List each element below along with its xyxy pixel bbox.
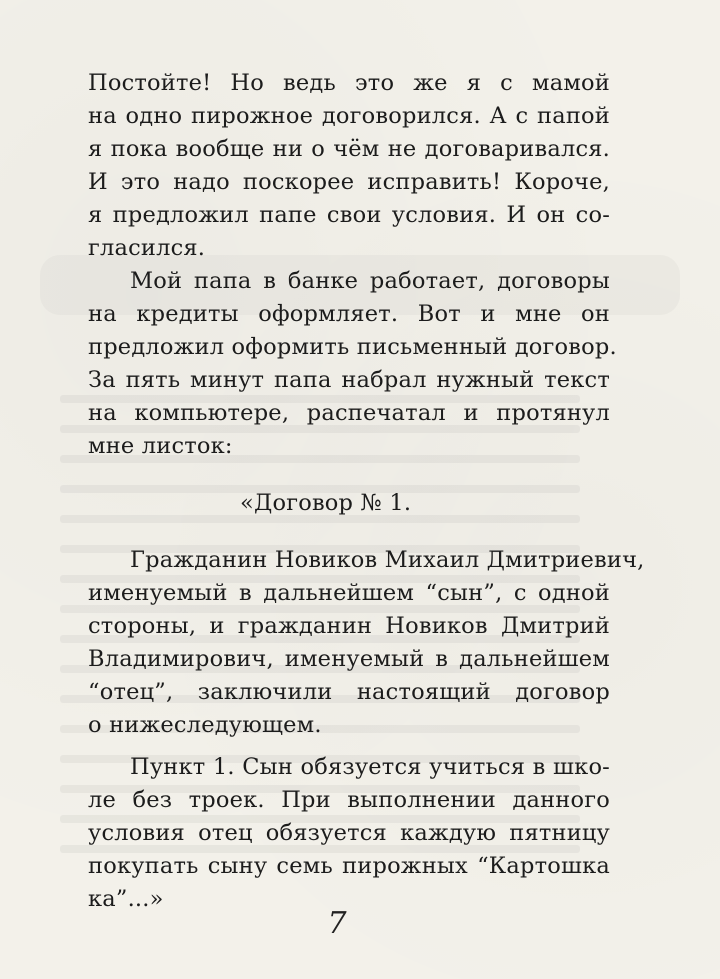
text-line-18: “отец”, заключили настоящий договор — [88, 679, 610, 705]
text-line-15: именуемый в дальнейшем “сын”, с одной — [88, 580, 610, 606]
text-line-22: условия отец обязуется каждую пятницу — [88, 820, 610, 846]
page-number: 7 — [327, 906, 347, 941]
text-line-11: на компьютере, распечатал и протянул — [88, 400, 610, 426]
text-line-9: предложил оформить письменный договор. — [88, 334, 617, 360]
text-line-4: И это надо поскорее исправить! Короче, — [88, 169, 610, 195]
text-line-10: За пять минут папа набрал нужный текст — [88, 367, 610, 393]
text-line-16: стороны, и гражданин Новиков Дмитрий — [88, 613, 610, 639]
text-line-24: ка”...» — [88, 886, 164, 912]
text-line-21: ле без троек. При выполнении данного — [88, 787, 610, 813]
text-line-8: на кредиты оформляет. Вот и мне он — [88, 301, 610, 327]
text-line-12: мне листок: — [88, 433, 233, 459]
text-line-23: покупать сыну семь пирожных “Картошка — [88, 853, 610, 879]
text-line-19: о нижеследующем. — [88, 712, 322, 738]
contract-title: «Договор № 1. — [240, 490, 412, 516]
text-line-5: я предложил папе свои условия. И он со- — [88, 202, 610, 228]
text-line-1: Постойте! Но ведь это же я с мамой — [88, 70, 610, 96]
text-line-6: гласился. — [88, 235, 206, 261]
text-line-3: я пока вообще ни о чём не договаривался. — [88, 136, 610, 162]
text-line-7: Мой папа в банке работает, договоры — [130, 268, 610, 294]
text-line-17: Владимирович, именуемый в дальнейшем — [88, 646, 610, 672]
text-line-2: на одно пирожное договорился. А с папой — [88, 103, 610, 129]
text-line-20: Пункт 1. Сын обязуется учиться в шко- — [130, 754, 610, 780]
text-line-14: Гражданин Новиков Михаил Дмитриевич, — [130, 547, 645, 573]
